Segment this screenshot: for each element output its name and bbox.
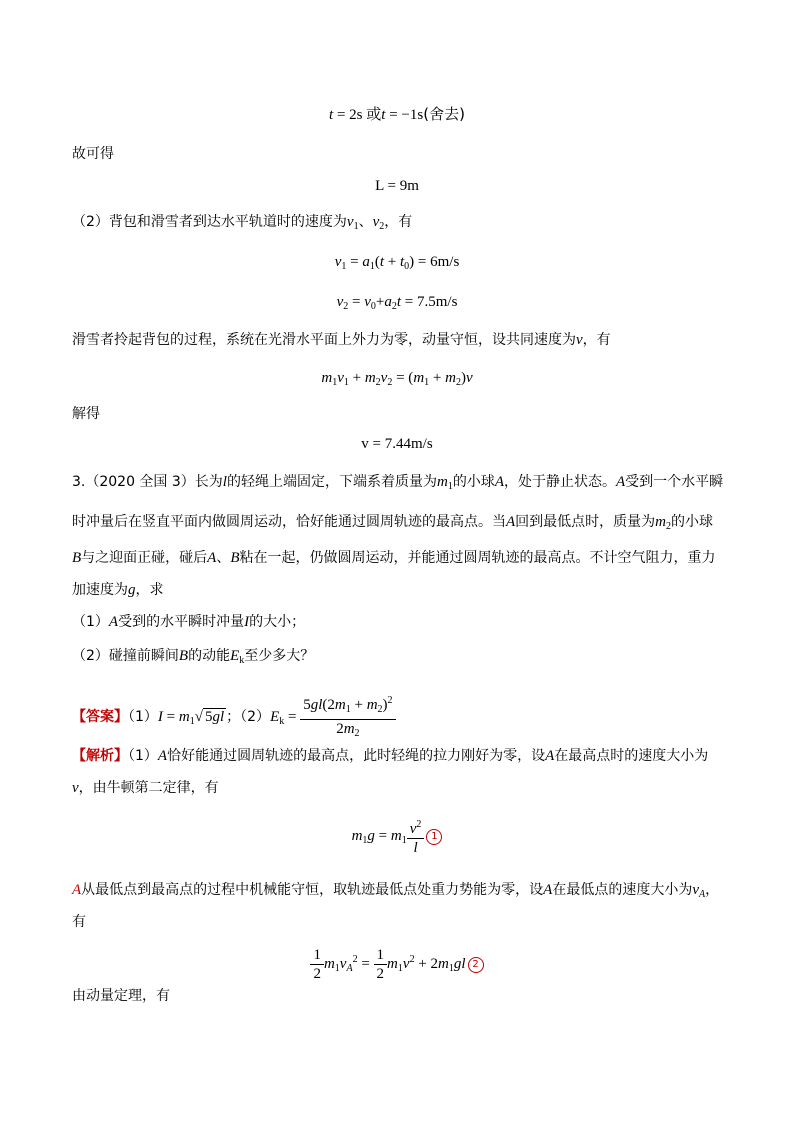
an-text: 从最低点到最高点的过程中机械能守恒，取轨迹最低点处重力势能为零，设 [81,882,544,898]
momentum-text-1: 滑雪者拎起背包的过程，系统在光滑水平面上外力为零，动量守恒，设共同速度为 [72,332,576,348]
circled-number-1: 1 [426,829,442,845]
text-gu-ke-de: 故可得 [72,146,114,162]
equation-v1: $v_1 = a_1(t + t_0) = 6m/s$ [334,254,460,272]
p3-text: ，处于静止状态。 [503,474,616,490]
circled-number-2: 2 [468,957,484,973]
equation-t [0,104,794,125]
an-text: ， [705,882,720,898]
q-text: 受到的水平瞬时冲量 [118,614,245,630]
problem3-line3: B与之迎面正碰，碰后A、B粘在一起，仍做圆周运动，并能通过圆周轨迹的最高点。不计空气阻力，重力 [72,550,716,566]
analysis-line3: A从最低点到最高点的过程中机械能守恒，取轨迹最低点处重力势能为零，设A在最低点的速度大小为$v_A$， [72,882,720,900]
p3-text: 时冲量后在竖直平面内做圆周运动，恰好能通过圆周轨迹的最高点。当 [72,514,506,530]
an-text: 在最高点时的速度大小为 [554,748,709,764]
momentum-text: 滑雪者拎起背包的过程，系统在光滑水平面上外力为零，动量守恒，设共同速度为v，有 [72,332,611,348]
analysis-line2: v，由牛顿第二定律，有 [72,780,219,796]
p3-text: 的小球 [671,514,714,530]
separator: 、 [358,214,373,230]
question-2: （2）碰撞前瞬间B的动能$E_k$至少多大？ [72,648,315,666]
text-jie-de: 解得 [72,406,100,422]
p3-text: 受到一个水平瞬 [625,474,724,490]
equation-L: L = 9m [375,178,419,194]
answer-part2: （2） [240,708,271,725]
answer-line: 【答案】$(1)I = m_1√$ 5gl ；$(2)E_k$ = $\frac{5gl(2m_1 + m_2)^2}{2m_2}$ [72,692,396,743]
q-text: 的动能 [188,648,231,664]
p3-text: 3.（2020 全国 3）长为 [72,474,223,490]
q-text: （2）碰撞前瞬间 [72,648,179,664]
eq-part: = 2s [333,107,367,123]
p3-text: ，求 [135,582,164,598]
analysis-line1: 【解析】（1）A恰好能通过圆周轨迹的最高点，此时轻绳的拉力刚好为零，设A在最高点时的速度大小为 [72,748,709,764]
v2-value: = 7.5m/s [401,294,458,310]
part2-intro: （2）背包和滑雪者到达水平轨道时的速度为$v_1$、$v_2$，有 [72,214,413,232]
q-text: 至少多大？ [244,648,315,664]
equation-v-final: v = 7.44m/s [361,436,433,452]
or-text: 或 [366,105,382,123]
part2-text-end: ，有 [384,214,413,230]
problem3-line1: 3.（2020 全国 3）长为l的轻绳上端固定，下端系着质量为$m_1$的小球A，处于静止状态。A受到一个水平瞬 [72,474,724,492]
an-text: 恰好能通过圆周轨迹的最高点，此时轻绳的拉力刚好为零，设 [167,748,546,764]
analysis-tag: 【解析】 [72,748,128,764]
answer-sep: ； [226,708,241,725]
var-t: t [381,107,386,123]
var-t: t [329,107,334,123]
discard-text: (舍去) [423,105,465,123]
answer-tag: 【答案】 [72,708,128,725]
p3-text: 加速度为 [72,582,128,598]
analysis-line5: 由动量定理，有 [72,988,170,1004]
equation-newton: $m_1g = m_1$ $\frac{v^2}{l}$ 1 [0,816,794,861]
an-text: 在最低点的速度大小为 [552,882,693,898]
eq-part: = −1s [385,107,424,123]
an-text: （1） [128,748,158,764]
q-text: 的大小； [249,614,306,630]
equation-momentum: $m_1v_1 + m_2v_2 = (m_1 + m_2)v$ [321,370,473,388]
p3-text: 的小球 [452,474,495,490]
p3-text: 回到最低点时，质量为 [515,514,656,530]
q-text: （1） [72,614,109,630]
problem3-line4: 加速度为g，求 [72,582,164,598]
equation-energy: $\frac{1}{2}$ $m_1v_A^2$ = $\frac{1}{2}$ $m_1v^2 + 2m_1gl$ 2 [0,940,794,989]
equation-v2: $v_2 = v_0+a_2t = 7.5m/s$ [336,294,458,312]
p3-text: 与之迎面正碰，碰后 [81,550,208,566]
p3-text: 粘在一起，仍做圆周运动，并能通过圆周轨迹的最高点。不计空气阻力，重力 [239,550,716,566]
p3-text: 的轻绳上端固定，下端系着质量为 [226,474,437,490]
problem3-line2: 时冲量后在竖直平面内做圆周运动，恰好能通过圆周轨迹的最高点。当A回到最低点时，质量为$m_2$的小球 [72,514,714,532]
analysis-line4: 有 [72,914,86,930]
part2-text: （2）背包和滑雪者到达水平轨道时的速度为 [72,214,347,230]
momentum-text-2: ，有 [582,332,611,348]
question-1: （1）A受到的水平瞬时冲量I的大小； [72,614,306,630]
v1-value: = 6m/s [414,254,460,270]
p3-text: 、 [216,550,231,566]
an-text: ，由牛顿第二定律，有 [78,780,219,796]
answer-part1: （1） [128,708,158,725]
